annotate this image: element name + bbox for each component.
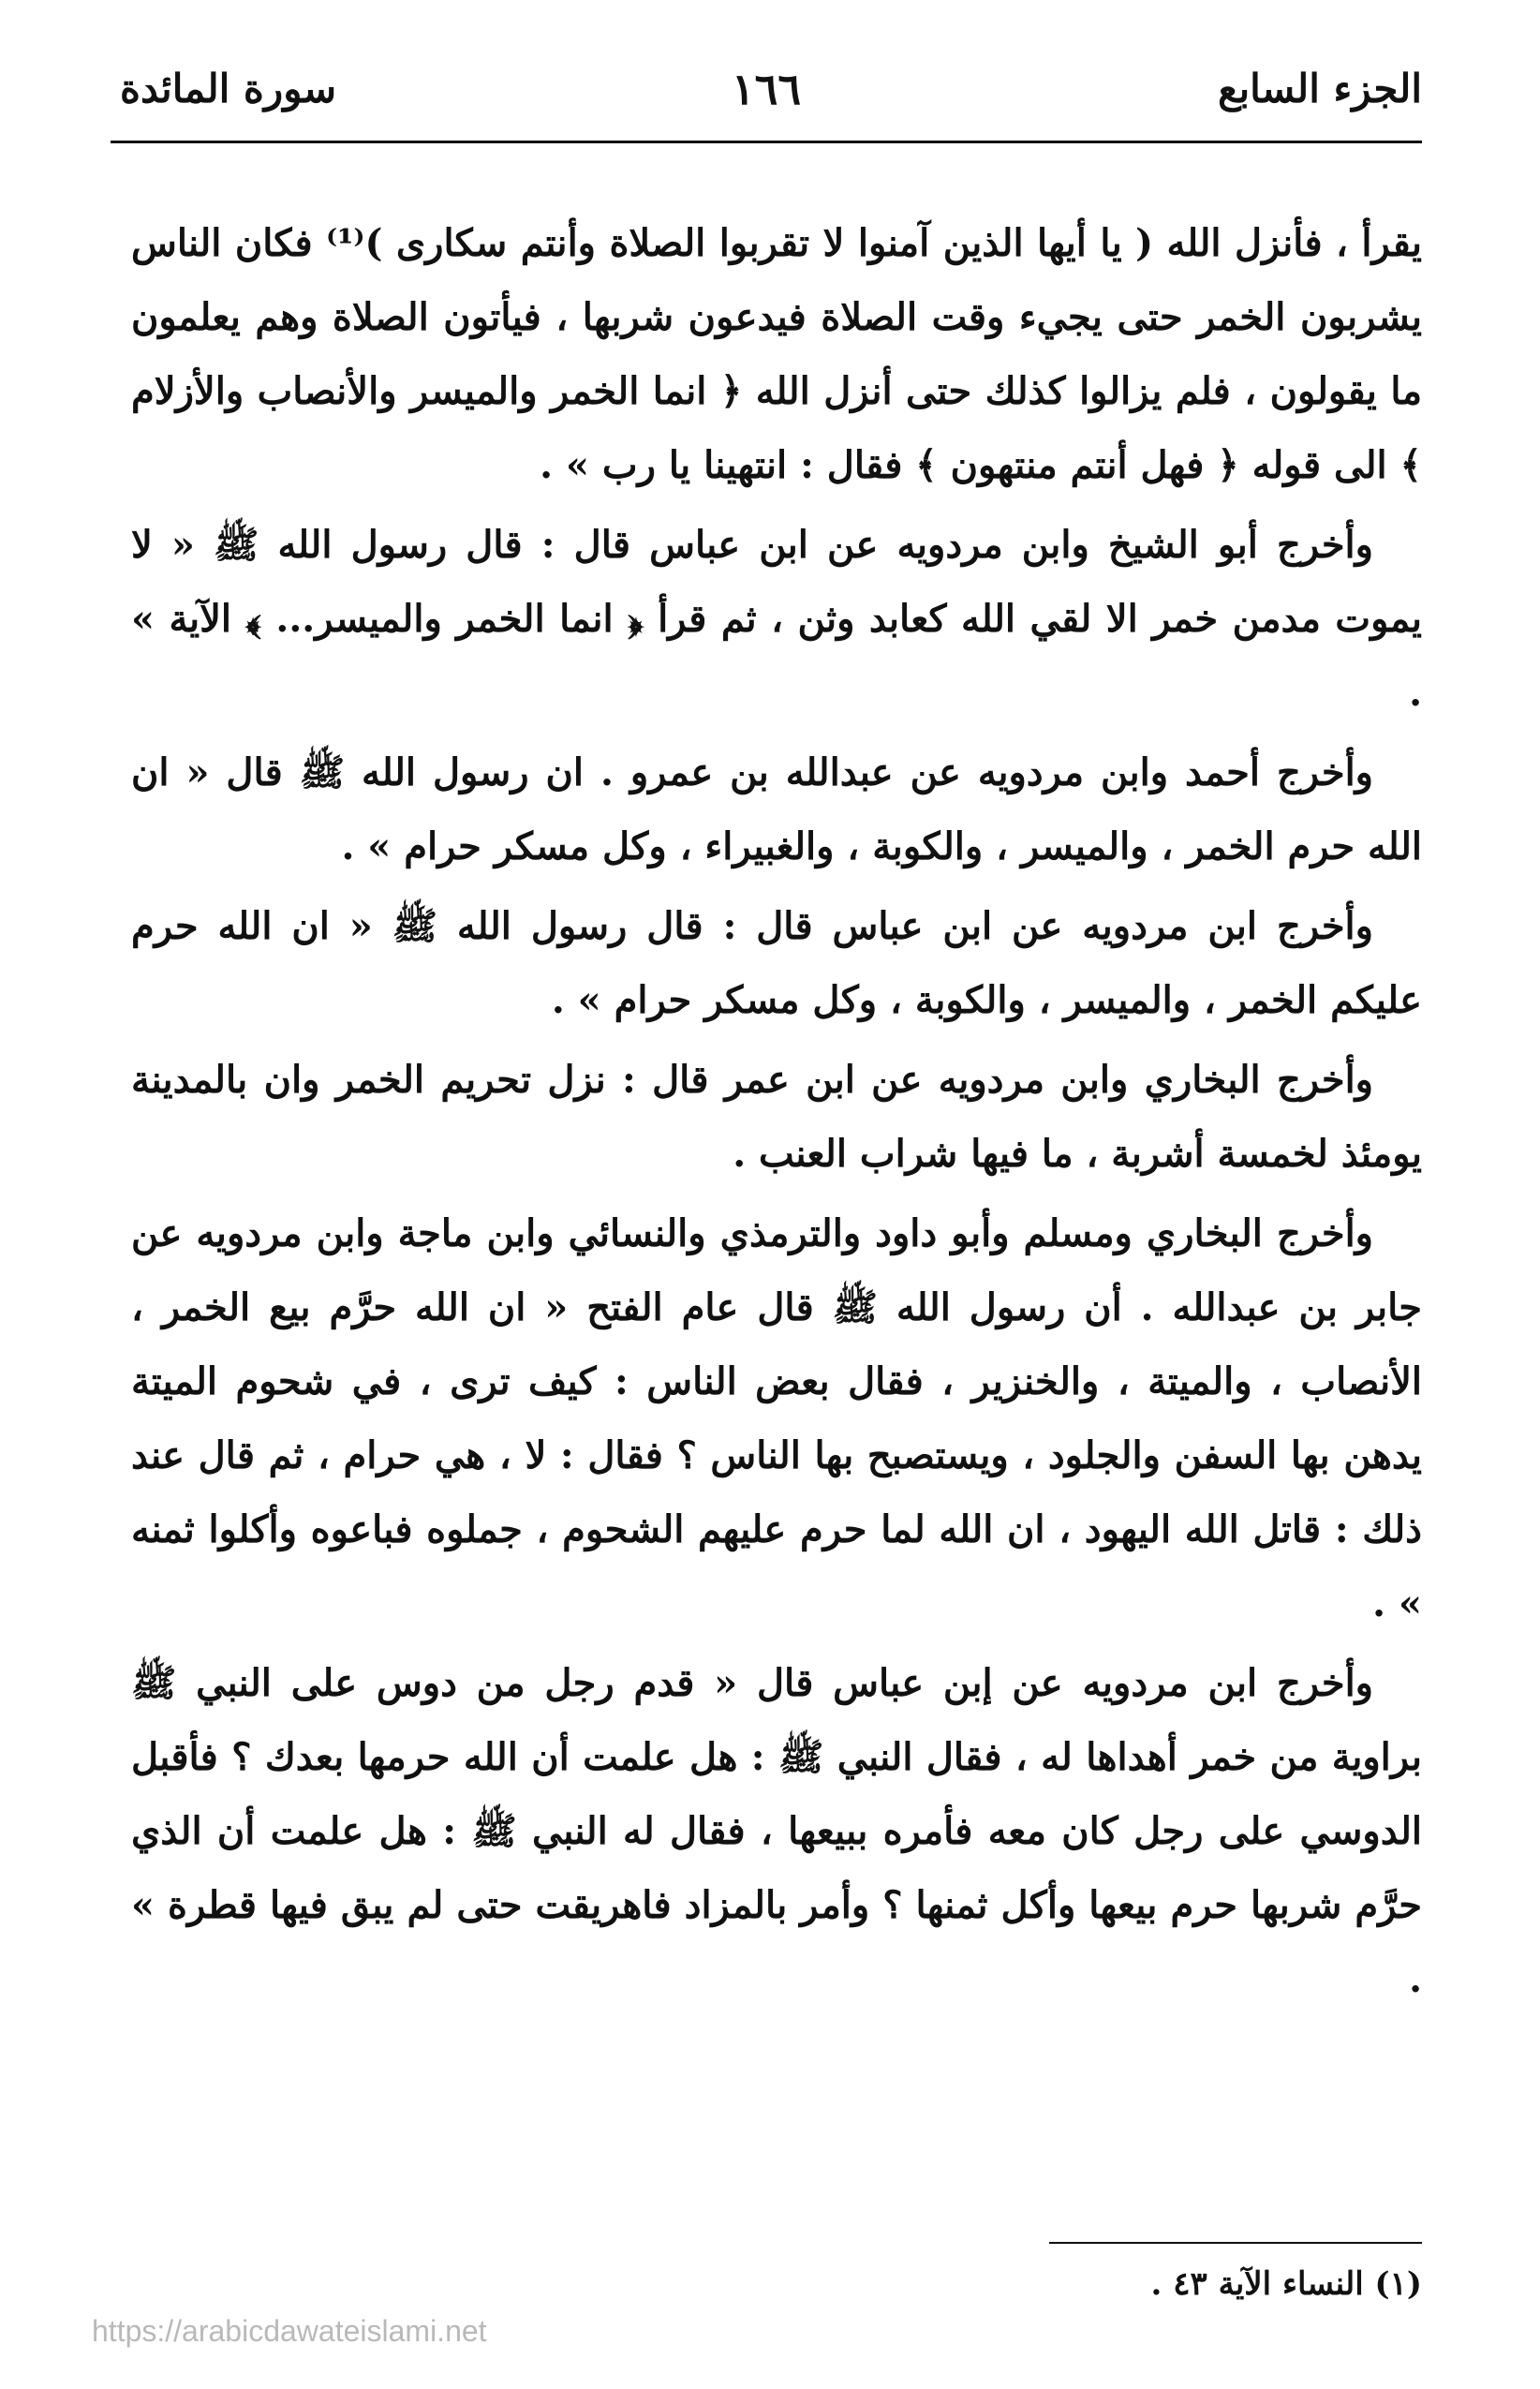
running-header <box>111 56 1422 122</box>
paragraph: وأخرج أبو الشيخ وابن مردويه عن ابن عباس قال : قال رسول الله ﷺ « لا يموت مدمن خمر الا لقي الله كعابد وثن ، ثم قرأ ﴿ انما الخمر والميسر... ﴾ الآية » . <box>131 523 1422 715</box>
main-text <box>131 206 1422 2022</box>
paragraph: وأخرج أحمد وابن مردويه عن عبدالله بن عمرو . ان رسول الله ﷺ قال « ان الله حرم الخمر ، والميسر ، والكوبة ، والغبيراء ، وكل مسكر حرام » . <box>131 750 1422 868</box>
paragraph: يقرأ ، فأنزل الله ( يا أيها الذين آمنوا لا تقربوا الصلاة وأنتم سكارى )⁽¹⁾ فكان الناس يشربون الخمر حتى يجيء وقت الصلاة فيدعون شربها ، فيأتون الصلاة وهم يعلمون ما يقولون ، فلم يزالوا كذلك حتى أنزل الله ﴿ انما الخمر والميسر والأنصاب والأزلام ﴾ الى قوله ﴿ فهل أنتم منتهون ﴾ فقال : انتهينا يا رب » . <box>131 221 1422 487</box>
paragraph: وأخرج ابن مردويه عن ابن عباس قال : قال رسول الله ﷺ « ان الله حرم عليكم الخمر ، والميسر ، والكوبة ، وكل مسكر حرام » . <box>131 904 1422 1022</box>
watermark-url: https://arabicdawateislami.net <box>92 2314 487 2348</box>
paragraph: وأخرج البخاري وابن مردويه عن ابن عمر قال : نزل تحريم الخمر وان بالمدينة يومئذ لخمسة أشربة ، ما فيها شراب العنب . <box>131 1058 1422 1176</box>
part-title: الجزء السابع <box>1218 66 1422 111</box>
paragraph: وأخرج البخاري ومسلم وأبو داود والترمذي والنسائي وابن ماجة وابن مردويه عن جابر بن عبدالله . أن رسول الله ﷺ قال عام الفتح « ان الله حرَّم بيع الخمر ، الأنصاب ، والميتة ، والخنزير ، فقال بعض الناس : كيف ترى ، في شحوم الميتة يدهن بها السفن والجلود ، ويستصبح بها الناس ؟ فقال : لا ، هي حرام ، ثم قال عند ذلك : قاتل الله اليهود ، ان الله لما حرم عليهم الشحوم ، جملوه فباعوه وأكلوا ثمنه » . <box>131 1211 1423 1625</box>
footnote-divider <box>1049 2242 1422 2244</box>
page-number: ١٦٦ <box>731 64 802 114</box>
footnote: (١) النساء الآية ٤٣ . <box>1150 2265 1422 2303</box>
paragraph: وأخرج ابن مردويه عن إبن عباس قال « قدم رجل من دوس على النبي ﷺ براوية من خمر أهداها له ، فقال النبي ﷺ : هل علمت أن الله حرمها بعدك ؟ فأقبل الدوسي على رجل كان معه فأمره ببيعها ، فقال له النبي ﷺ : هل علمت أن الذي حرَّم شربها حرم بيعها وأكل ثمنها ؟ وأمر بالمزاد فاهريقت حتى لم يبق فيها قطرة » . <box>131 1661 1422 2001</box>
surah-title: سورة المائدة <box>120 66 337 111</box>
header-divider <box>111 141 1422 143</box>
